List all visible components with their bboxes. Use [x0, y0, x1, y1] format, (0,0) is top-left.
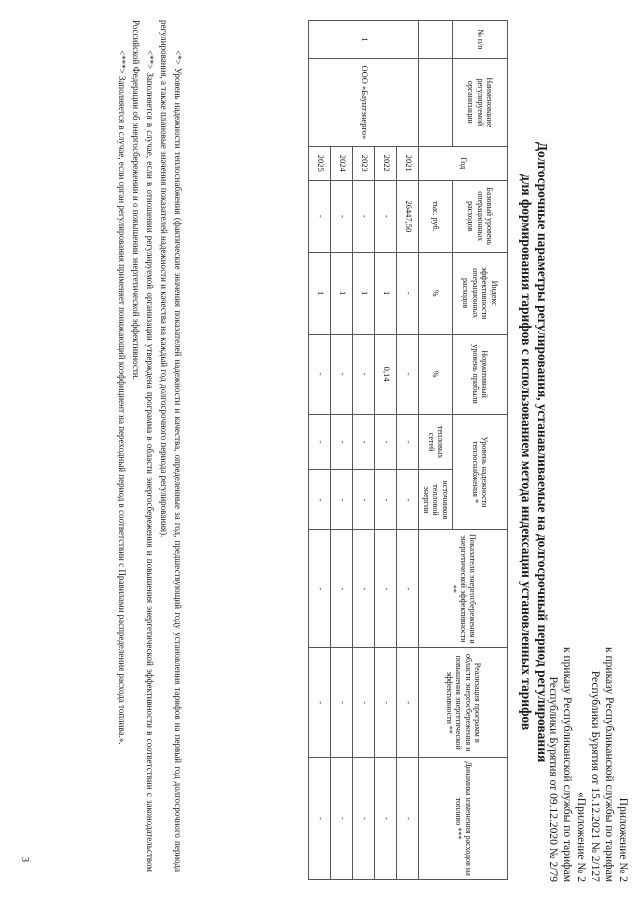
cell-net: - — [397, 414, 419, 470]
cell-program: - — [397, 648, 419, 758]
cell-base: 26447,50 — [397, 180, 419, 252]
cell-year: 2021 — [397, 146, 419, 180]
cell-index: 1 — [331, 252, 353, 334]
cell-src: - — [375, 470, 397, 530]
appendix-line: к приказу Республиканской службы по тарифам — [603, 647, 615, 882]
unit-cell-empty — [419, 58, 453, 146]
cell-net: - — [353, 414, 375, 470]
cell-program: - — [331, 648, 353, 758]
col-header-num: № п/п — [453, 21, 508, 59]
footnote-fuel: <***> Заполняется в случае, если орган регулирования применяет понижающий коэффициент на переходный период в соответствии с Правилами распределения расхода топлива.». — [117, 50, 127, 745]
cell-profit: - — [309, 334, 331, 414]
cell-index: 1 — [353, 252, 375, 334]
cell-dyn: - — [353, 758, 375, 880]
cell-profit: - — [397, 334, 419, 414]
cell-net: - — [331, 414, 353, 470]
footnote-reliability: <*> Уровень надежности теплоснабжения (фактические значения показателей надежности и качества, определенные за год, предшествующий году установления тарифов на первый год долгосрочного периода регулирования, а также плановые значения показателей надежности и качества на каждый год долгосрочного периода регулирования). — [159, 20, 183, 872]
cell-energy: - — [309, 530, 331, 648]
cell-net: - — [375, 414, 397, 470]
parameters-table — [309, 20, 509, 880]
cell-base: - — [353, 180, 375, 252]
col-header-index: Индекс эффективности операционных расходов — [453, 252, 508, 334]
title-line-1: Долгосрочные параметры регулирования, устанавливаемые на долгосрочный период регулирования — [535, 141, 550, 763]
col-header-reliability: Уровень надежности теплоснабжения * — [453, 414, 508, 530]
table-row — [331, 21, 353, 880]
col-header-profit: Нормативный уровень прибыли — [453, 334, 508, 414]
cell-src: - — [397, 470, 419, 530]
col-header-program: Реализация программ в области энергосбережения и повышения энергетической эффективности ** — [419, 648, 508, 758]
cell-dyn: - — [309, 758, 331, 880]
page-number: 3 — [19, 857, 30, 862]
cell-program: - — [309, 648, 331, 758]
appendix-header — [546, 647, 630, 882]
appendix-line: Приложение № 2 — [617, 797, 629, 882]
cell-year: 2022 — [375, 146, 397, 180]
footnote-energy: <**> Заполняется в случае, если в отношении регулируемой организации утверждена программа в области энергосбережения и повышения энергетической эффективности в соответствии с законодательством Российской Федерации об энергосбережении и о повышении энергетической эффективности. — [131, 20, 155, 872]
rotated-content — [10, 12, 630, 892]
cell-dyn: - — [375, 758, 397, 880]
footnotes — [115, 20, 185, 872]
cell-src: - — [353, 470, 375, 530]
table-row — [353, 21, 375, 880]
cell-energy: - — [397, 530, 419, 648]
cell-profit: 0,14 — [375, 334, 397, 414]
unit-index: % — [419, 252, 453, 334]
cell-net: - — [309, 414, 331, 470]
cell-src: - — [309, 470, 331, 530]
appendix-line: к приказу Республиканской службы по тарифам — [561, 647, 573, 882]
cell-year: 2023 — [353, 146, 375, 180]
appendix-line: «Приложение № 2 — [575, 792, 587, 882]
table-row — [375, 21, 397, 880]
org-name: ООО «Баунтэнерго» — [309, 58, 419, 146]
col-header-rel-net: тепловых сетей — [419, 414, 453, 470]
col-header-base: Базовый уровень операционных расходов — [453, 180, 508, 252]
cell-src: - — [331, 470, 353, 530]
cell-energy: - — [331, 530, 353, 648]
cell-index: 1 — [309, 252, 331, 334]
unit-base: тыс. руб. — [419, 180, 453, 252]
col-header-year: Год — [419, 146, 508, 180]
cell-profit: - — [353, 334, 375, 414]
cell-program: - — [353, 648, 375, 758]
cell-index: - — [397, 252, 419, 334]
col-header-energy: Показатели энергосбережения и энергетической эффективности ** — [419, 530, 508, 648]
cell-base: - — [375, 180, 397, 252]
cell-program: - — [375, 648, 397, 758]
cell-energy: - — [353, 530, 375, 648]
cell-year: 2024 — [331, 146, 353, 180]
unit-cell-empty — [419, 21, 453, 59]
cell-dyn: - — [397, 758, 419, 880]
table-row — [309, 21, 331, 880]
cell-dyn: - — [331, 758, 353, 880]
title-line-2: для формирования тарифов с использованием метода индексации установленных тарифов — [519, 173, 534, 731]
cell-year: 2025 — [309, 146, 331, 180]
col-header-rel-src: источников тепловой энергии — [419, 470, 453, 530]
unit-profit: % — [419, 334, 453, 414]
col-header-org: Наименование регулируемой организации — [453, 58, 508, 146]
cell-index: 1 — [375, 252, 397, 334]
table-row — [397, 21, 419, 880]
cell-energy: - — [375, 530, 397, 648]
cell-base: - — [331, 180, 353, 252]
appendix-line: Республики Бурятия от 15.12.2021 № 2/127 — [589, 670, 601, 882]
appendix-line: Республики Бурятия от 09.12.2020 № 2/79 — [547, 676, 559, 882]
cell-profit: - — [331, 334, 353, 414]
col-header-dynamics: Динамика изменения расходов на топливо *** — [419, 758, 508, 880]
org-num: 1 — [309, 21, 419, 59]
cell-base: - — [309, 180, 331, 252]
document-title — [518, 52, 550, 852]
